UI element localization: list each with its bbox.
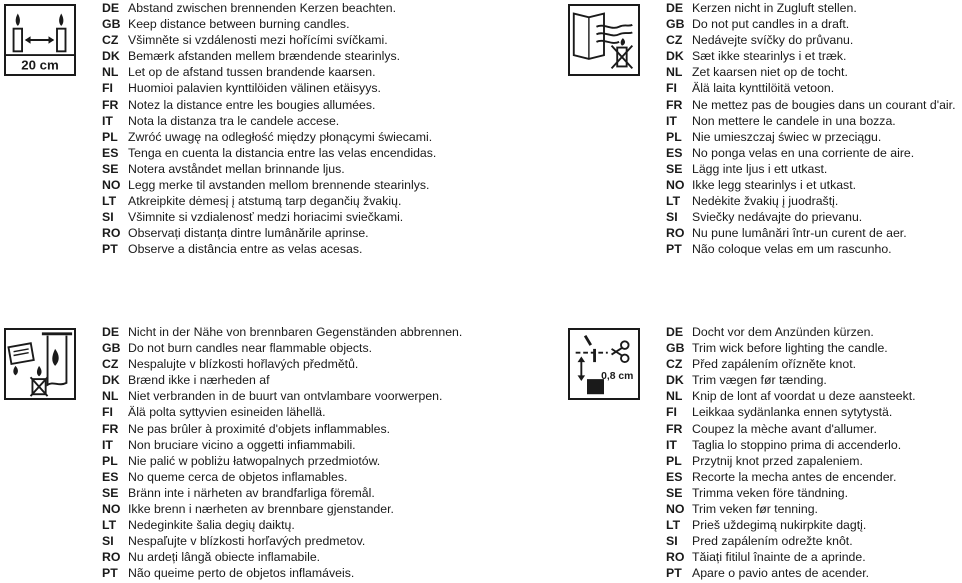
instruction-text: Huomioi palavien kynttilöiden välinen etäisyys. <box>128 81 381 96</box>
list-item <box>102 356 462 372</box>
language-code: ES <box>102 469 119 484</box>
instruction-text: Zwróć uwagę na odległość między płonącymi świecami. <box>128 129 433 144</box>
language-code: GB <box>666 341 685 356</box>
instruction-text: Prieš uždegimą nukirpkite dagtį. <box>692 518 867 533</box>
language-code: CZ <box>666 357 683 372</box>
instruction-text: Trim veken før tenning. <box>692 502 818 517</box>
list-item <box>102 517 462 533</box>
instruction-text: No queme cerca de objetos inflamables. <box>128 469 348 484</box>
list-item <box>102 209 436 225</box>
instruction-text: Nicht in der Nähe von brennbaren Gegenständen abbrennen. <box>128 325 463 339</box>
list-item <box>666 48 955 64</box>
instruction-text: Atkreipkite dėmesį į atstumą tarp degančių žvakių. <box>128 194 402 209</box>
instruction-text: Recorte la mecha antes de encender. <box>692 469 897 484</box>
language-code: ES <box>102 145 119 160</box>
language-code: FI <box>102 405 113 420</box>
instruction-text: Nu ardeți lângă obiecte inflamabile. <box>128 550 321 565</box>
list-item <box>102 113 436 129</box>
list-item <box>102 80 436 96</box>
instruction-text: Nie palić w pobliżu łatwopalnych przedmiotów. <box>128 453 381 468</box>
list-item <box>102 501 462 517</box>
instruction-text: Tenga en cuenta la distancia entre las velas encendidas. <box>128 145 437 160</box>
language-code: RO <box>666 226 685 241</box>
instruction-text: Niet verbranden in de buurt van ontvlambare voorwerpen. <box>128 389 443 404</box>
instruction-text: Nespaľujte v blízkosti horľavých predmetov. <box>128 534 366 549</box>
language-code: SI <box>666 534 678 549</box>
instruction-text: Do not put candles in a draft. <box>692 17 850 32</box>
instruction-text: Bränn inte i närheten av brandfarliga föremål. <box>128 485 375 500</box>
instruction-text: Nedėkite žvakių į juodraštį. <box>692 194 839 209</box>
instruction-text: Pred zapálením odrežte knôt. <box>692 534 853 549</box>
language-code: IT <box>102 113 113 128</box>
list-item <box>666 241 955 257</box>
instruction-text: Docht vor dem Anzünden kürzen. <box>692 325 874 339</box>
list-item <box>102 469 462 485</box>
list-item <box>102 225 436 241</box>
instruction-text: Não queime perto de objetos inflamáveis. <box>128 566 355 581</box>
list-item <box>102 565 462 581</box>
no-draft-candle-icon <box>568 4 640 76</box>
instruction-text: Let op de afstand tussen brandende kaarsen. <box>128 65 376 80</box>
list-item <box>666 501 916 517</box>
language-code: PT <box>102 242 118 257</box>
language-code: SI <box>102 534 114 549</box>
language-code: CZ <box>102 357 119 372</box>
language-code: IT <box>102 437 113 452</box>
instruction-text: Non bruciare vicino a oggetti infiammabili. <box>128 437 356 452</box>
list-item <box>666 80 955 96</box>
instruction-text: Před zapálením ořízněte knot. <box>692 357 857 372</box>
language-code: FR <box>102 97 119 112</box>
instruction-text: Sæt ikke stearinlys i et træk. <box>692 49 847 64</box>
language-code: PL <box>102 129 118 144</box>
list-item <box>666 517 916 533</box>
language-code: FR <box>666 97 683 112</box>
instruction-text: Nota la distanza tra le candele accese. <box>128 113 340 128</box>
list-item <box>666 129 955 145</box>
language-code: NL <box>102 389 119 404</box>
language-code: NL <box>666 389 683 404</box>
language-code: LT <box>102 518 117 533</box>
instruction-text: Apare o pavio antes de acender. <box>692 566 870 581</box>
instruction-text: Älä polta syttyvien esineiden lähellä. <box>128 405 326 420</box>
instruction-text: Legg merke til avstanden mellom brennende stearinlys. <box>128 178 430 193</box>
language-code: SE <box>102 485 119 500</box>
list-item <box>102 549 462 565</box>
language-code: PL <box>666 453 682 468</box>
instruction-text: Ne mettez pas de bougies dans un courant d'air. <box>692 97 956 112</box>
list-item <box>666 177 955 193</box>
instruction-text: Ikke brenn i nærheten av brennbare gjenstander. <box>128 502 394 517</box>
list-item <box>666 225 955 241</box>
list-item <box>102 533 462 549</box>
list-item <box>666 97 955 113</box>
instruction-text: No ponga velas en una corriente de aire. <box>692 145 915 160</box>
language-code: LT <box>102 194 117 209</box>
language-code: PL <box>666 129 682 144</box>
instruction-list <box>102 0 436 258</box>
instruction-text: Nie umieszczaj świec w przeciągu. <box>692 129 882 144</box>
list-item <box>102 404 462 420</box>
language-code: DE <box>666 325 684 339</box>
language-code: GB <box>102 341 121 356</box>
instruction-text: Ikke legg stearinlys i et utkast. <box>692 178 857 193</box>
language-code: SI <box>102 210 114 225</box>
language-code: DK <box>666 373 684 388</box>
instruction-text: Nu pune lumânări într-un curent de aer. <box>692 226 907 241</box>
instruction-list <box>666 324 916 582</box>
list-item <box>666 485 916 501</box>
list-item <box>666 404 916 420</box>
list-item <box>102 64 436 80</box>
list-item <box>666 437 916 453</box>
instruction-text: Non mettere le candele in una bozza. <box>692 113 896 128</box>
language-code: FI <box>666 405 677 420</box>
list-item <box>666 0 955 16</box>
instruction-text: Notera avståndet mellan brinnande ljus. <box>128 161 345 176</box>
language-code: GB <box>666 17 685 32</box>
language-code: DK <box>102 373 120 388</box>
language-code: NO <box>666 178 685 193</box>
instruction-text: Taglia lo stoppino prima di accenderlo. <box>692 437 902 452</box>
language-code: PT <box>666 242 682 257</box>
instruction-text: Lägg inte ljus i ett utkast. <box>692 161 828 176</box>
trim-wick-icon <box>568 328 640 400</box>
instruction-text: Sviečky nedávajte do prievanu. <box>692 210 863 225</box>
list-item <box>102 193 436 209</box>
instruction-text: Brænd ikke i nærheden af <box>128 373 270 388</box>
instruction-text: Notez la distance entre les bougies allumées. <box>128 97 376 112</box>
list-item <box>666 340 916 356</box>
list-item <box>666 113 955 129</box>
list-item <box>666 356 916 372</box>
list-item <box>666 372 916 388</box>
language-code: SE <box>666 161 683 176</box>
instruction-text: Abstand zwischen brennenden Kerzen beachten. <box>128 1 396 15</box>
instruction-text: Nespalujte v blízkosti hořlavých předmětů. <box>128 357 359 372</box>
icon-label-20cm: 20 cm <box>21 57 59 73</box>
list-item <box>102 437 462 453</box>
instruction-list <box>666 0 955 258</box>
language-code: RO <box>102 226 121 241</box>
instruction-text: Tăiați fitilul înainte de a aprinde. <box>692 550 866 565</box>
instruction-text: Ne pas brûler à proximité d'objets inflammables. <box>128 421 391 436</box>
list-item <box>666 161 955 177</box>
list-item <box>666 64 955 80</box>
list-item <box>666 549 916 565</box>
list-item <box>102 340 462 356</box>
instruction-text: Nedávejte svíčky do průvanu. <box>692 33 854 48</box>
language-code: FI <box>102 81 113 96</box>
language-code: IT <box>666 437 677 452</box>
language-code: DK <box>102 49 120 64</box>
language-code: FR <box>102 421 119 436</box>
instruction-text: Coupez la mèche avant d'allumer. <box>692 421 877 436</box>
language-code: NO <box>102 178 121 193</box>
list-item <box>666 421 916 437</box>
list-item <box>666 32 955 48</box>
list-item <box>102 48 436 64</box>
list-item <box>102 129 436 145</box>
instruction-text: Zet kaarsen niet op de tocht. <box>692 65 848 80</box>
instruction-text: Przytnij knot przed zapaleniem. <box>692 453 863 468</box>
instruction-text: Trim wick before lighting the candle. <box>692 341 888 356</box>
list-item <box>666 565 916 581</box>
language-code: ES <box>666 469 683 484</box>
instruction-text: Keep distance between burning candles. <box>128 17 350 32</box>
instruction-text: Trim vægen før tænding. <box>692 373 827 388</box>
language-code: DE <box>102 325 120 339</box>
language-code: SE <box>102 161 119 176</box>
language-code: CZ <box>102 33 119 48</box>
list-item <box>102 421 462 437</box>
list-item <box>102 161 436 177</box>
no-flammable-objects-icon <box>4 328 76 400</box>
language-code: ES <box>666 145 683 160</box>
list-item <box>666 209 955 225</box>
language-code: GB <box>102 17 121 32</box>
instruction-text: Observați distanța dintre lumânările aprinse. <box>128 226 369 241</box>
instruction-text: Trimma veken före tändning. <box>692 485 849 500</box>
instruction-text: Bemærk afstanden mellem brændende stearinlys. <box>128 49 401 64</box>
language-code: SI <box>666 210 678 225</box>
list-item <box>102 145 436 161</box>
language-code: PT <box>102 566 118 581</box>
instruction-text: Älä laita kynttilöitä vetoon. <box>692 81 835 96</box>
icon-label-0-8cm: 0,8 cm <box>601 371 634 383</box>
language-code: SE <box>666 485 683 500</box>
list-item <box>102 241 436 257</box>
list-item <box>666 388 916 404</box>
language-code: DE <box>102 1 120 15</box>
instruction-text: Nedeginkite šalia degių daiktų. <box>128 518 295 533</box>
language-code: LT <box>666 194 681 209</box>
instruction-text: Všimnite si vzdialenosť medzi horiacimi sviečkami. <box>128 210 404 225</box>
list-item <box>666 469 916 485</box>
language-code: RO <box>666 550 685 565</box>
language-code: CZ <box>666 33 683 48</box>
list-item <box>666 533 916 549</box>
list-item <box>102 97 436 113</box>
language-code: NL <box>102 65 119 80</box>
list-item <box>102 453 462 469</box>
instruction-text: Knip de lont af voordat u deze aansteekt. <box>692 389 916 404</box>
list-item <box>102 16 436 32</box>
list-item <box>102 388 462 404</box>
list-item <box>102 32 436 48</box>
language-code: PT <box>666 566 682 581</box>
language-code: NO <box>102 502 121 517</box>
instruction-text: Não coloque velas em um rascunho. <box>692 242 892 257</box>
list-item <box>102 485 462 501</box>
instruction-text: Kerzen nicht in Zugluft stellen. <box>692 1 857 15</box>
language-code: NO <box>666 502 685 517</box>
list-item <box>102 0 436 16</box>
list-item <box>102 324 462 340</box>
list-item <box>102 177 436 193</box>
list-item <box>666 324 916 340</box>
language-code: LT <box>666 518 681 533</box>
language-code: PL <box>102 453 118 468</box>
candle-distance-20cm-icon <box>4 4 76 76</box>
list-item <box>666 145 955 161</box>
list-item <box>666 16 955 32</box>
instruction-text: Observe a distância entre as velas acesas. <box>128 242 363 257</box>
list-item <box>102 372 462 388</box>
instruction-list <box>102 324 462 582</box>
instruction-text: Všimněte si vzdálenosti mezi hořícími svíčkami. <box>128 33 388 48</box>
instruction-text: Do not burn candles near flammable objects. <box>128 341 373 356</box>
language-code: IT <box>666 113 677 128</box>
language-code: DK <box>666 49 684 64</box>
instruction-text: Leikkaa sydänlanka ennen sytytystä. <box>692 405 893 420</box>
language-code: FI <box>666 81 677 96</box>
language-code: FR <box>666 421 683 436</box>
list-item <box>666 453 916 469</box>
list-item <box>666 193 955 209</box>
language-code: DE <box>666 1 684 15</box>
language-code: RO <box>102 550 121 565</box>
language-code: NL <box>666 65 683 80</box>
